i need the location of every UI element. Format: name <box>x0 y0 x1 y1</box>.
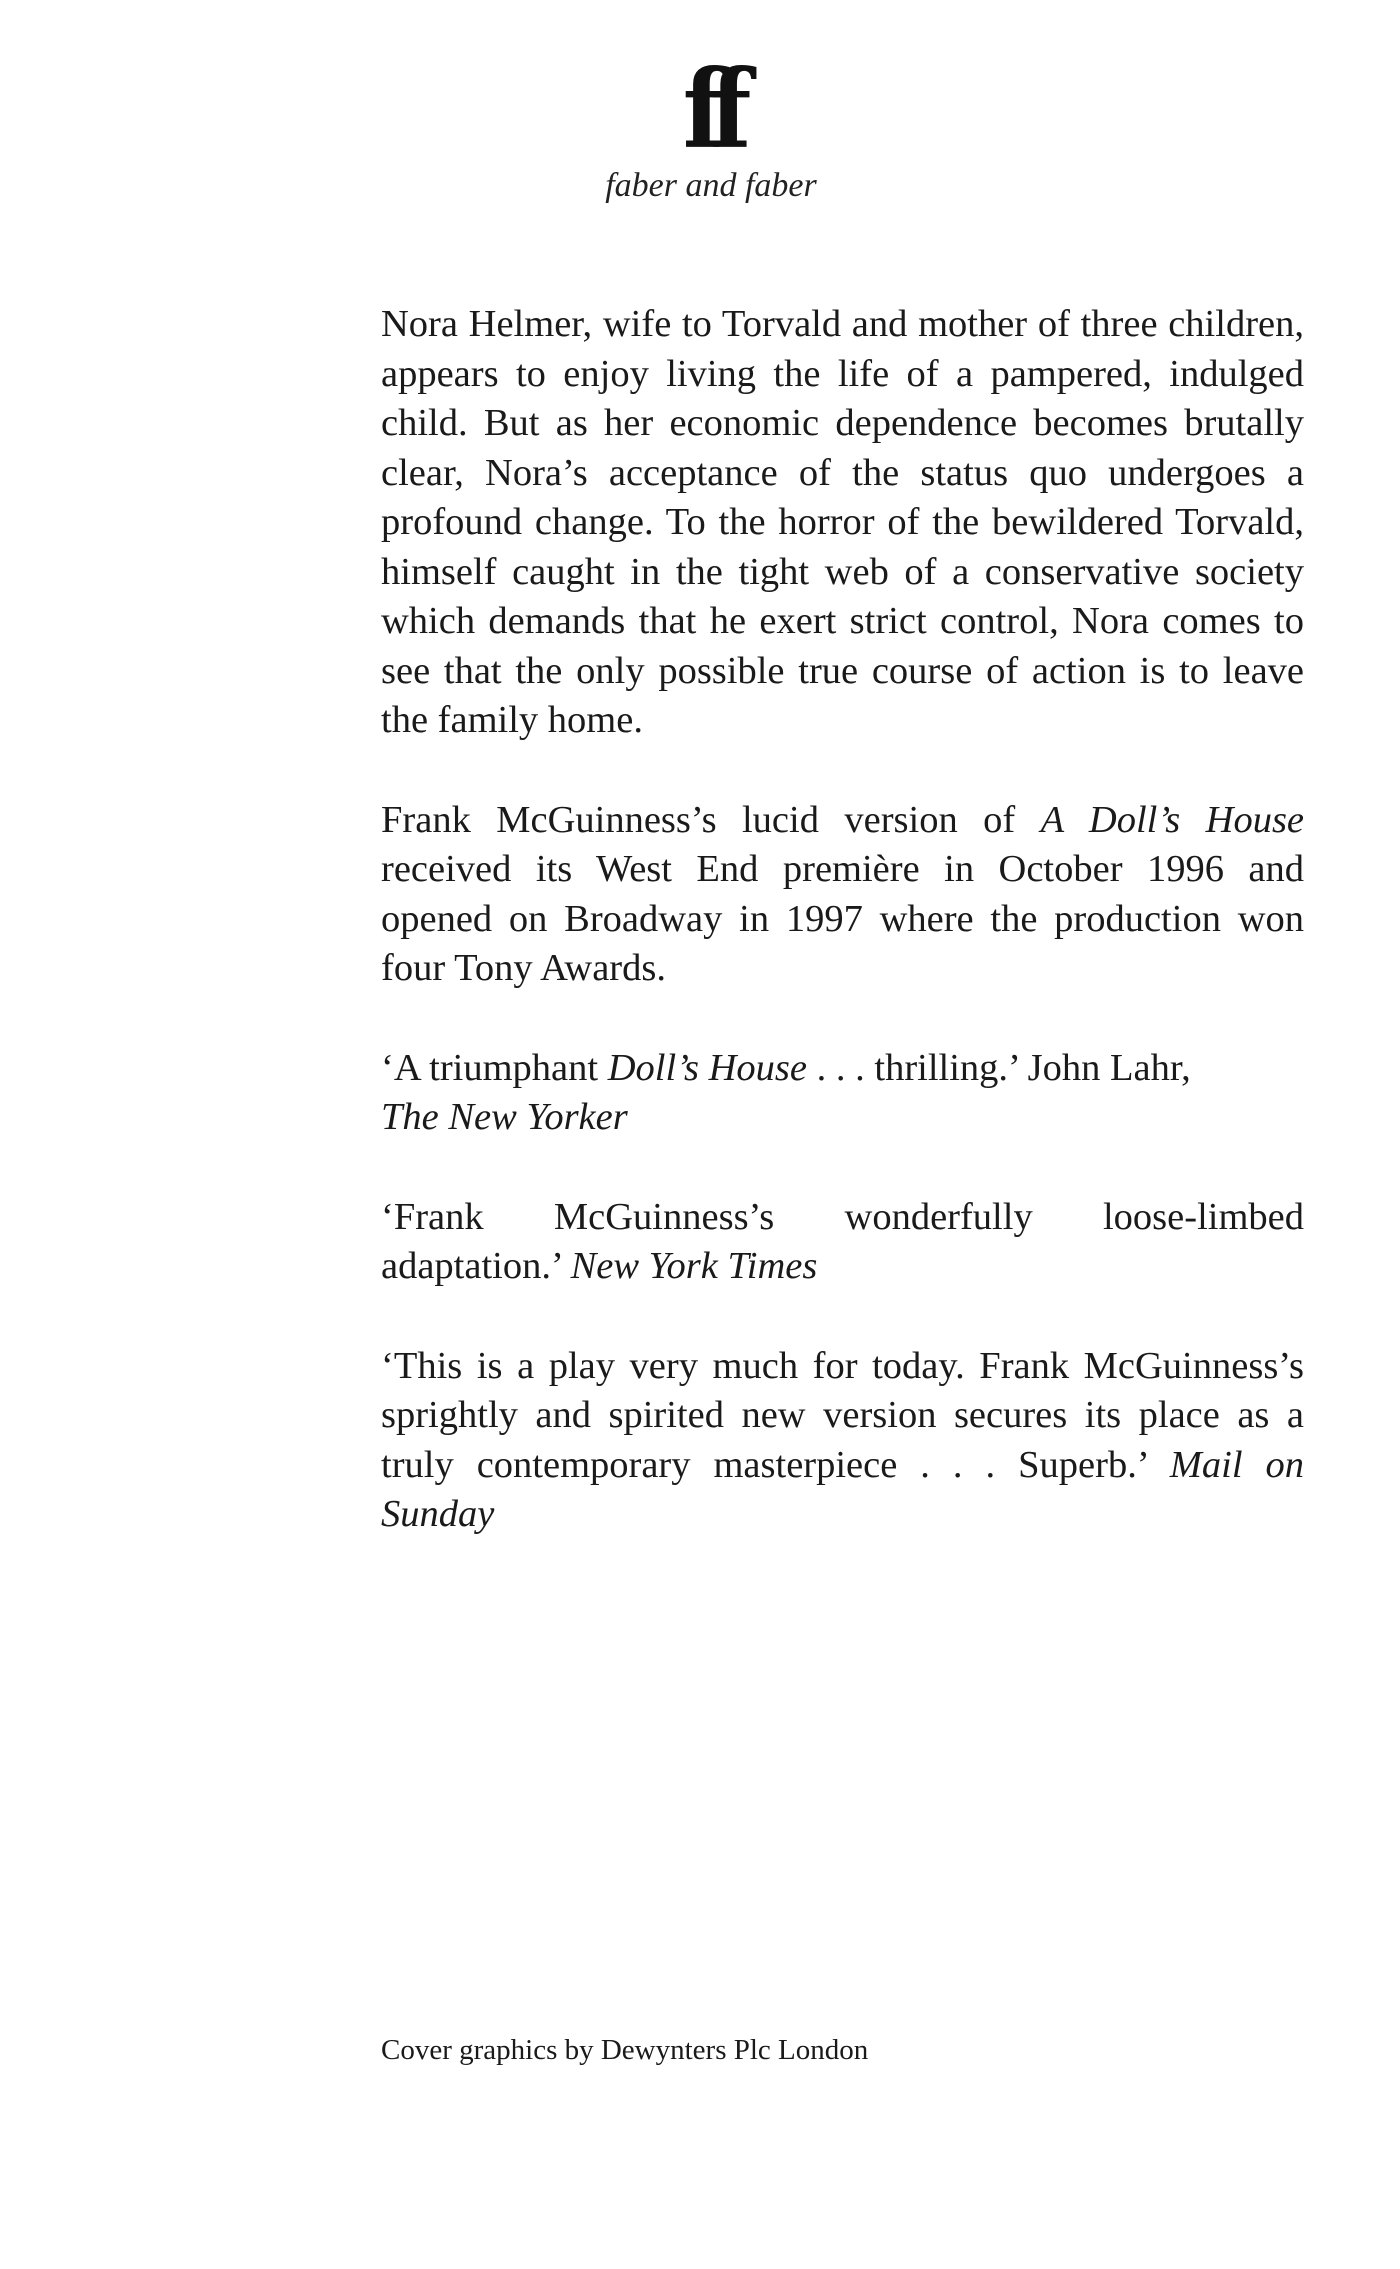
review-source: The New Yorker <box>381 1096 628 1138</box>
cover-credit: Cover graphics by Dewynters Plc London <box>381 2034 869 2066</box>
review-source: New York Times <box>570 1245 818 1287</box>
review-source: Mail on Sunday <box>381 1443 1304 1535</box>
review-play-title: Doll’s House <box>607 1046 807 1089</box>
review-text-after: . . . thrilling.’ John Lahr, <box>807 1046 1191 1089</box>
play-title: A Doll’s House <box>1040 798 1305 841</box>
review-quote <box>381 1193 1304 1292</box>
back-cover-text <box>381 300 1304 1590</box>
publisher-name: faber and faber <box>605 167 817 204</box>
review-quote <box>381 1044 1304 1143</box>
synopsis-paragraph: Nora Helmer, wife to Torvald and mother of three children, appears to enjoy living the life of a pampered, indulged child. But as her economic dependence becomes brutally clear, Nora’s acceptance of the status quo undergoes a profound change. To the horror of the bewildered Torvald, himself caught in the tight web of a conservative society which demands that he exert strict control, Nora comes to see that the only possible true course of action is to leave the family home. <box>381 303 1304 741</box>
review-text: ‘This is a play very much for today. Frank McGuinness’s sprightly and spirited new version secures its place as a truly contemporary masterpiece . . . Superb.’ <box>381 1344 1304 1486</box>
production-paragraph <box>381 796 1304 994</box>
production-text-after: received its West End première in October 1996 and opened on Broadway in 1997 where the production won four Tony Awards. <box>381 848 1304 989</box>
production-text-before: Frank McGuinness’s lucid version of <box>381 798 1041 841</box>
review-quote <box>381 1342 1304 1540</box>
review-text: ‘Frank McGuinness’s wonderfully loose-limbed adaptation.’ <box>381 1195 1304 1287</box>
review-text-before: ‘A triumphant <box>381 1046 608 1089</box>
publisher-logo <box>0 46 1400 206</box>
ff-logo-mark: ff <box>682 46 738 173</box>
